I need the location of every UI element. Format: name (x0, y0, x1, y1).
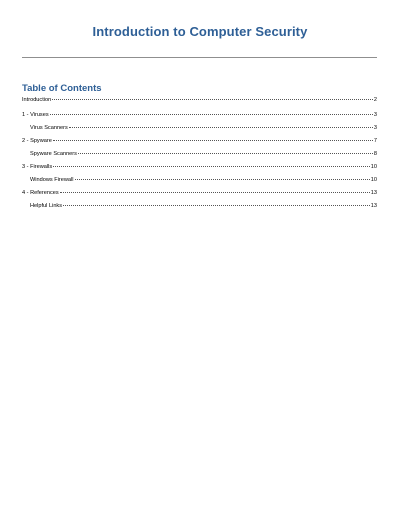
toc-dot-leader (63, 205, 370, 206)
toc-dot-leader (60, 192, 370, 193)
toc-dot-leader (53, 166, 370, 167)
page-title: Introduction to Computer Security (92, 24, 308, 39)
table-of-contents (22, 97, 377, 209)
toc-entry-page: 7 (373, 138, 377, 144)
toc-dot-leader (78, 153, 373, 154)
toc-entry-label: Virus Scanners (30, 125, 68, 131)
toc-entry-label: Introduction (22, 97, 52, 103)
toc-entry-page: 10 (370, 177, 377, 183)
toc-entry-page: 13 (370, 190, 377, 196)
toc-entry-page: 2 (373, 97, 377, 103)
toc-entry-windows-firewall[interactable] (22, 177, 377, 183)
toc-entry-label: 3 - Firewalls (22, 164, 53, 170)
toc-entry-page: 13 (370, 203, 377, 209)
toc-entry-firewalls[interactable] (22, 164, 377, 170)
toc-entry-label: Spyware Scanners (30, 151, 77, 157)
toc-entry-references[interactable] (22, 190, 377, 196)
toc-entry-label: Helpful Links (30, 203, 63, 209)
toc-entry-introduction[interactable] (22, 97, 377, 103)
toc-entry-label: 2 - Spyware (22, 138, 52, 144)
toc-dot-leader (52, 99, 373, 100)
toc-entry-page: 8 (373, 151, 377, 157)
toc-entry-page: 10 (370, 164, 377, 170)
toc-entry-label: Windows Firewall (30, 177, 74, 183)
toc-entry-label: 4 - References (22, 190, 59, 196)
toc-dot-leader (75, 179, 370, 180)
toc-entry-page: 3 (373, 112, 377, 118)
toc-dot-leader (53, 140, 373, 141)
toc-entry-viruses[interactable] (22, 112, 377, 118)
toc-entry-virus-scanners[interactable] (22, 125, 377, 131)
toc-entry-helpful-links[interactable] (22, 203, 377, 209)
toc-entry-label: 1 - Viruses (22, 112, 49, 118)
toc-entry-spyware-scanners[interactable] (22, 151, 377, 157)
toc-dot-leader (50, 114, 373, 115)
title-divider (22, 57, 377, 58)
toc-heading: Table of Contents (22, 83, 102, 94)
toc-entry-spyware[interactable] (22, 138, 377, 144)
toc-entry-page: 3 (373, 125, 377, 131)
toc-dot-leader (69, 127, 373, 128)
